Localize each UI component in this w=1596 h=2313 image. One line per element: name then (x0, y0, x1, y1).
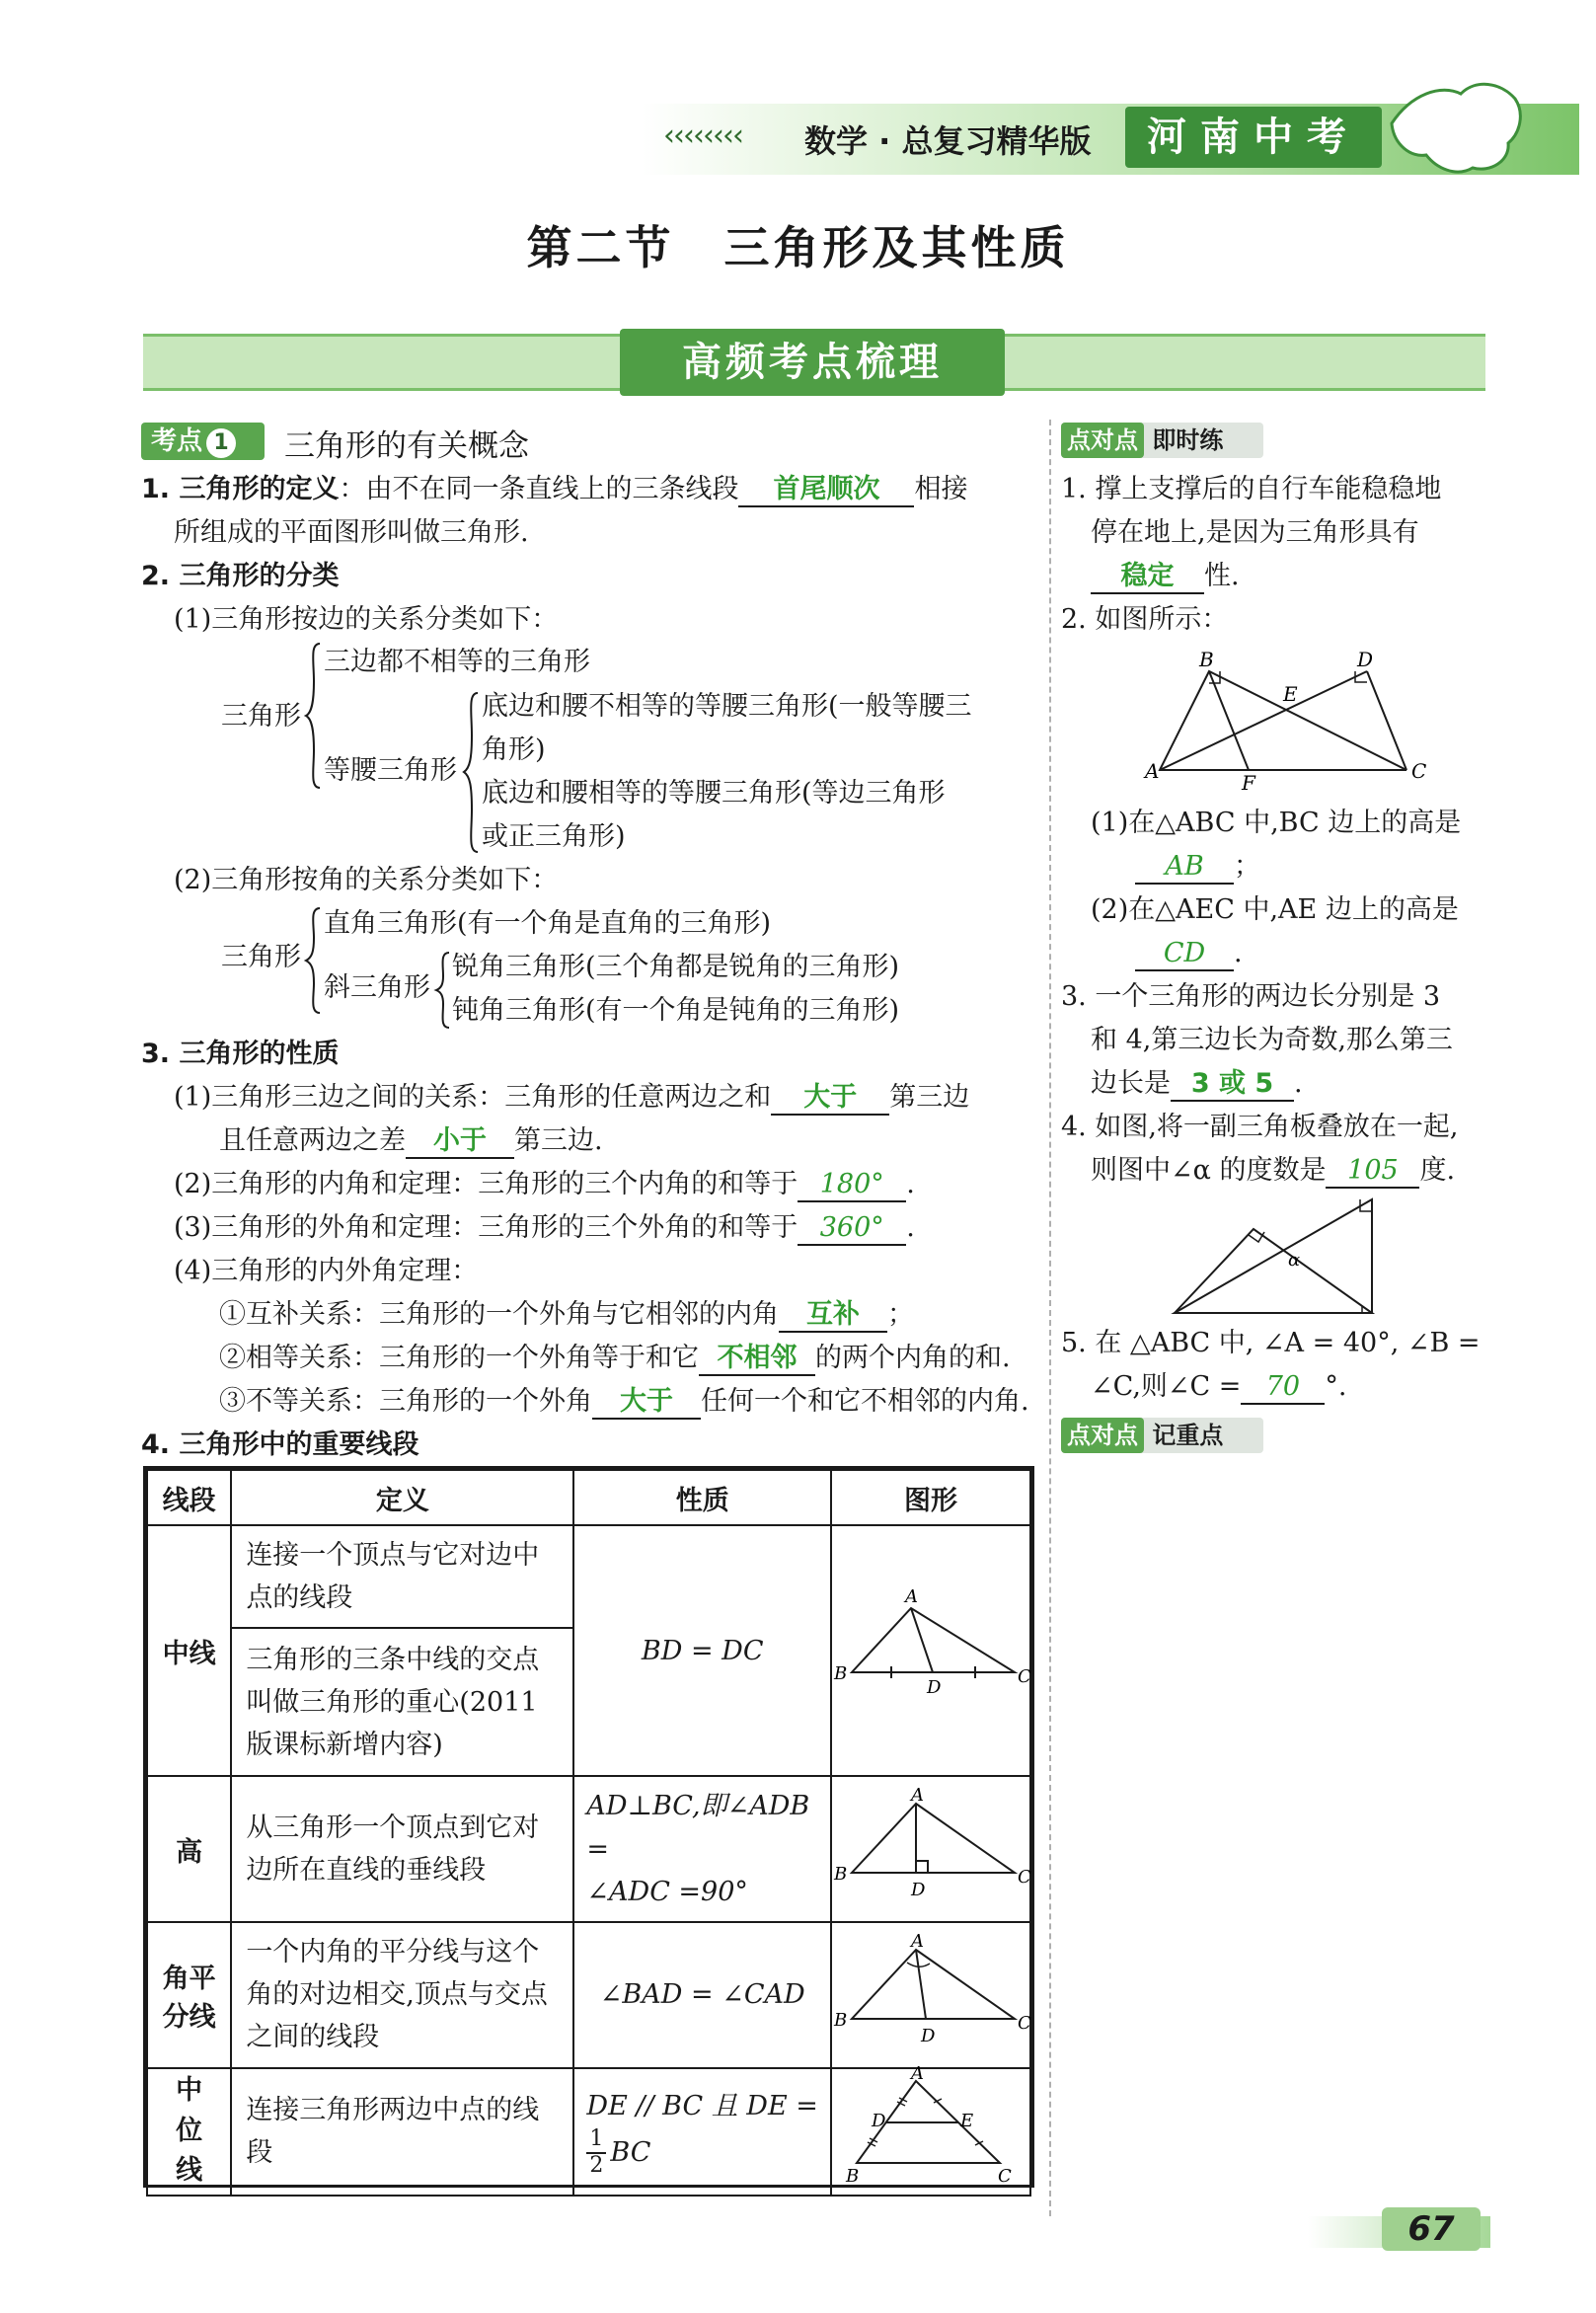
header-series-title: 数学 · 总复习精华版 (804, 122, 1092, 160)
answer-blank: 180° (798, 1169, 906, 1202)
row-median-def2: 三角形的三条中线的交点叫做三角形的重心(2011版课标新增内容) (231, 1628, 573, 1776)
property-line-8: ③不等关系：三角形的一个外角 大于 任何一个和它不相邻的内角. (219, 1386, 1029, 1420)
svg-text:α: α (1288, 1250, 1301, 1271)
row-median-prop: BD = DC (573, 1525, 831, 1776)
definition-line-2: 所组成的平面图形叫做三角形. (174, 517, 529, 548)
svg-text:A: A (911, 1930, 924, 1952)
svg-text:D: D (1357, 648, 1374, 671)
property-line-7: ②相等关系：三角形的一个外角等于和它 不相邻 的两个内角的和. (219, 1343, 1011, 1376)
svg-text:A: A (1145, 759, 1160, 783)
kaodian-label: 考点 (151, 426, 203, 456)
figure-midline (831, 2062, 1030, 2196)
table-header: 定义 (231, 1470, 573, 1525)
figure-q4 (1170, 1195, 1387, 1318)
tree-root-triangle: 三角形 (221, 701, 301, 732)
classification-by-angle: (2)三角形按角的关系分类如下： (174, 865, 559, 895)
answer-blank: 不相邻 (699, 1343, 815, 1376)
page-title: 第二节 三角形及其性质 (526, 221, 1070, 274)
figure-q2 (1145, 642, 1441, 795)
table-header: 性质 (573, 1470, 831, 1525)
row-bisector-prop: ∠BAD = ∠CAD (573, 1922, 831, 2068)
answer-blank: 3 或 5 (1171, 1068, 1294, 1102)
svg-text:C: C (1411, 759, 1427, 783)
q5-line2: ∠C,则∠C = 70 °. (1091, 1371, 1346, 1405)
property-line-3: (2)三角形的内角和定理：三角形的三个内角的和等于 180° . (174, 1169, 915, 1202)
q5-line1: 5. 在 △ABC 中, ∠A = 40°, ∠B = (1061, 1328, 1481, 1358)
row-bisector-def: 一个内角的平分线与这个角的对边相交,顶点与交点之间的线段 (231, 1922, 573, 2068)
figure-height (831, 1776, 1030, 1922)
brace-icon (304, 906, 324, 1015)
tree2-acute: 锐角三角形(三个角都是锐角的三角形) (452, 952, 900, 982)
table-header: 图形 (831, 1470, 1030, 1525)
row-bisector-name: 角平 分线 (147, 1922, 231, 2068)
answer-blank: 互补 (779, 1299, 887, 1333)
q4-line2: 则图中∠α 的度数是 105 度. (1091, 1155, 1455, 1189)
answer-blank: 大于 (771, 1082, 889, 1116)
q1-line2: 停在地上,是因为三角形具有 (1091, 517, 1419, 548)
segments-table (143, 1466, 1034, 2188)
q3-line2: 和 4,第三边长为奇数,那么第三 (1091, 1025, 1453, 1055)
answer-blank: 360° (798, 1212, 906, 1246)
svg-text:F: F (1242, 771, 1255, 795)
figure-bisector (831, 1922, 1030, 2068)
answer-blank: 首尾顺次 (738, 474, 914, 507)
svg-text:D: D (872, 2110, 886, 2131)
answer-blank: 105 (1326, 1155, 1419, 1189)
tree-iso-b2: 或正三角形) (482, 821, 626, 852)
svg-text:A: A (911, 1785, 924, 1807)
header-region-badge: 河南中考 (1125, 107, 1382, 168)
row-height-prop: AD⊥BC,即∠ADB = ∠ADC =90° (573, 1776, 831, 1922)
row-height-name: 高 (147, 1776, 231, 1922)
brace-icon (434, 951, 452, 1030)
row-height-def: 从三角形一个顶点到它对边所在直线的垂线段 (231, 1776, 573, 1922)
column-divider (1049, 420, 1051, 2216)
property-line-1: (1)三角形三边之间的关系：三角形的任意两边之和 大于 第三边 (174, 1082, 969, 1116)
q1-line1: 1. 撑上支撑后的自行车能稳稳地 (1061, 474, 1442, 504)
svg-text:A: A (905, 1585, 918, 1607)
page-number: 67 (1382, 2207, 1481, 2251)
properties-heading: 3. 三角形的性质 (141, 1039, 340, 1069)
q2-line1: 2. 如图所示： (1061, 604, 1229, 635)
definition-line-1: 1. 三角形的定义：由不在同一条直线上的三条线段 首尾顺次 相接 (141, 474, 967, 507)
q2-sub1: (1)在△ABC 中,BC 边上的高是 (1091, 808, 1462, 838)
table-header: 线段 (147, 1470, 231, 1525)
property-line-6: ①互补关系：三角形的一个外角与它相邻的内角 互补 ； (219, 1299, 914, 1333)
answer-blank: 稳定 (1091, 561, 1204, 594)
tree-scalene: 三边都不相等的三角形 (324, 647, 590, 677)
property-line-4: (3)三角形的外角和定理：三角形的三个外角的和等于 360° . (174, 1212, 915, 1246)
svg-text:C: C (1018, 1665, 1031, 1687)
svg-text:B: B (834, 2009, 848, 2031)
tag-practice: 点对点 即时练 (1061, 423, 1263, 458)
brace-icon (304, 642, 324, 790)
q3-line3: 边长是 3 或 5 . (1091, 1068, 1303, 1102)
classification-heading: 2. 三角形的分类 (141, 561, 340, 591)
svg-text:B: B (1199, 648, 1214, 671)
banner-label: 高频考点梳理 (620, 329, 1005, 396)
tree-iso-a2: 角形) (482, 734, 546, 765)
answer-blank: CD (1135, 938, 1234, 971)
answer-blank: 大于 (592, 1386, 701, 1420)
row-midline-prop: DE // BC 且 DE = 1 2 BC (573, 2068, 831, 2196)
q2-sub2-answer: CD . (1135, 938, 1243, 971)
row-midline-def: 连接三角形两边中点的线段 (231, 2068, 573, 2196)
svg-text:D: D (921, 2025, 936, 2046)
answer-blank: 70 (1241, 1371, 1325, 1405)
tree-iso-a1: 底边和腰不相等的等腰三角形(一般等腰三 (482, 691, 972, 722)
row-midline-name: 中 位 线 (147, 2068, 231, 2196)
tree-isosceles: 等腰三角形 (324, 755, 457, 786)
kaodian-number: 1 (206, 428, 236, 458)
svg-text:C: C (1018, 2012, 1031, 2034)
tree2-root-triangle: 三角形 (221, 942, 301, 972)
svg-text:E: E (960, 2110, 974, 2131)
svg-text:B: B (834, 1864, 848, 1886)
svg-text:C: C (1018, 1867, 1031, 1889)
henan-map-icon (1382, 74, 1530, 183)
brace-icon (462, 691, 482, 854)
classification-by-side: (1)三角形按边的关系分类如下： (174, 604, 559, 635)
svg-text:B: B (846, 2165, 860, 2187)
kaodian-badge (141, 423, 265, 460)
q3-line1: 3. 一个三角形的两边长分别是 3 (1061, 981, 1441, 1012)
svg-text:D: D (911, 1880, 926, 1901)
kaodian-title: 三角形的有关概念 (284, 428, 529, 464)
tree2-right: 直角三角形(有一个角是直角的三角形) (324, 908, 772, 939)
row-median-def1: 连接一个顶点与它对边中点的线段 (231, 1525, 573, 1628)
tree2-oblique: 斜三角形 (324, 972, 430, 1003)
svg-text:C: C (998, 2165, 1012, 2187)
property-line-2: 且任意两边之差 小于 第三边. (219, 1125, 603, 1159)
answer-blank: AB (1135, 851, 1234, 885)
answer-blank: 小于 (406, 1125, 514, 1159)
figure-median (831, 1525, 1030, 1776)
tree2-obtuse: 钝角三角形(有一个角是钝角的三角形) (452, 995, 900, 1026)
svg-text:E: E (1283, 682, 1298, 706)
tree-iso-b1: 底边和腰相等的等腰三角形(等边三角形 (482, 778, 946, 809)
row-median-name: 中线 (147, 1525, 231, 1776)
segments-heading: 4. 三角形中的重要线段 (141, 1429, 419, 1460)
property-line-5: (4)三角形的内外角定理： (174, 1256, 479, 1286)
svg-text:D: D (927, 1676, 942, 1698)
q4-line1: 4. 如图,将一副三角板叠放在一起, (1061, 1112, 1459, 1142)
q2-sub1-answer: AB ； (1135, 851, 1260, 885)
tag-key-points: 点对点 记重点 (1061, 1418, 1263, 1453)
svg-text:B: B (834, 1662, 848, 1684)
header-chevrons: ‹‹‹‹‹‹‹‹ (663, 118, 742, 153)
q1-line3: 稳定 性. (1091, 561, 1240, 594)
q2-sub2: (2)在△AEC 中,AE 边上的高是 (1091, 894, 1459, 925)
svg-text:A: A (911, 2062, 924, 2084)
